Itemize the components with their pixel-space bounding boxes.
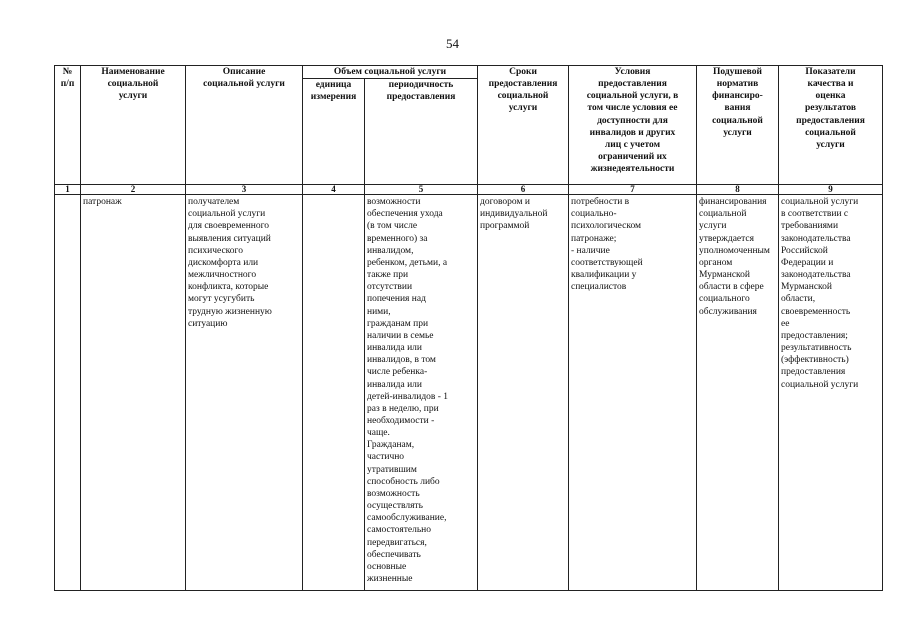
- header-periodicity: периодичность предоставления: [365, 79, 478, 185]
- page-number: 54: [446, 36, 459, 51]
- column-number-9: 9: [779, 185, 883, 195]
- column-number-1: 1: [55, 185, 81, 195]
- column-number-6: 6: [478, 185, 569, 195]
- cell-number: [55, 195, 81, 591]
- cell-quality-indicators: социальной услуги в соответствии с требованиями законодательства Российской Федерации и законодательства Мурманской области, своевременность ее предоставления; результативность (эффективность) предоставления социальной услуги: [779, 195, 883, 591]
- header-number: № п/п: [55, 66, 81, 185]
- cell-funding-norm: финансирования социальной услуги утверждается уполномоченным органом Мурманской области в сфере социального обслуживания: [697, 195, 779, 591]
- cell-unit: [303, 195, 365, 591]
- column-number-5: 5: [365, 185, 478, 195]
- cell-service-terms: договором и индивидуальной программой: [478, 195, 569, 591]
- header-service-volume: Объем социальной услуги: [303, 66, 478, 79]
- column-number-7: 7: [569, 185, 697, 195]
- column-number-8: 8: [697, 185, 779, 195]
- header-quality-indicators: Показатели качества и оценка результатов предоставления социальной услуги: [779, 66, 883, 185]
- cell-periodicity: возможности обеспечения ухода (в том числе временного) за инвалидом, ребенком, детьми, а также при отсутствии попечения над ними, гражданам при наличии в семье инвалида или инвалидов, в том числе ребенка- инвалида или детей-инвалидов - 1 раз в неделю, при необходимости - чаще. Гражданам, частично утратившим способность либо возможность осуществлять самообслуживание, самостоятельно передвигаться, обеспечивать основные жизненные: [365, 195, 478, 591]
- cell-service-conditions: потребности в социально- психологическом патронаже; - наличие соответствующей квалификации у специалистов: [569, 195, 697, 591]
- column-number-2: 2: [81, 185, 186, 195]
- header-funding-norm: Подушевой норматив финансиро- вания социальной услуги: [697, 66, 779, 185]
- column-number-4: 4: [303, 185, 365, 195]
- header-service-conditions: Условия предоставления социальной услуги, в том числе условия ее доступности для инвалидов и других лиц с учетом ограничений их жизнедеятельности: [569, 66, 697, 185]
- header-service-name: Наименование социальной услуги: [81, 66, 186, 185]
- header-service-description: Описание социальной услуги: [186, 66, 303, 185]
- social-services-table: [54, 65, 883, 591]
- cell-service-name: патронаж: [81, 195, 186, 591]
- cell-service-description: получателем социальной услуги для своевременного выявления ситуаций психического дискомфорта или межличностного конфликта, которые могут усугубить трудную жизненную ситуацию: [186, 195, 303, 591]
- header-unit: единица измерения: [303, 79, 365, 185]
- column-number-3: 3: [186, 185, 303, 195]
- header-service-terms: Сроки предоставления социальной услуги: [478, 66, 569, 185]
